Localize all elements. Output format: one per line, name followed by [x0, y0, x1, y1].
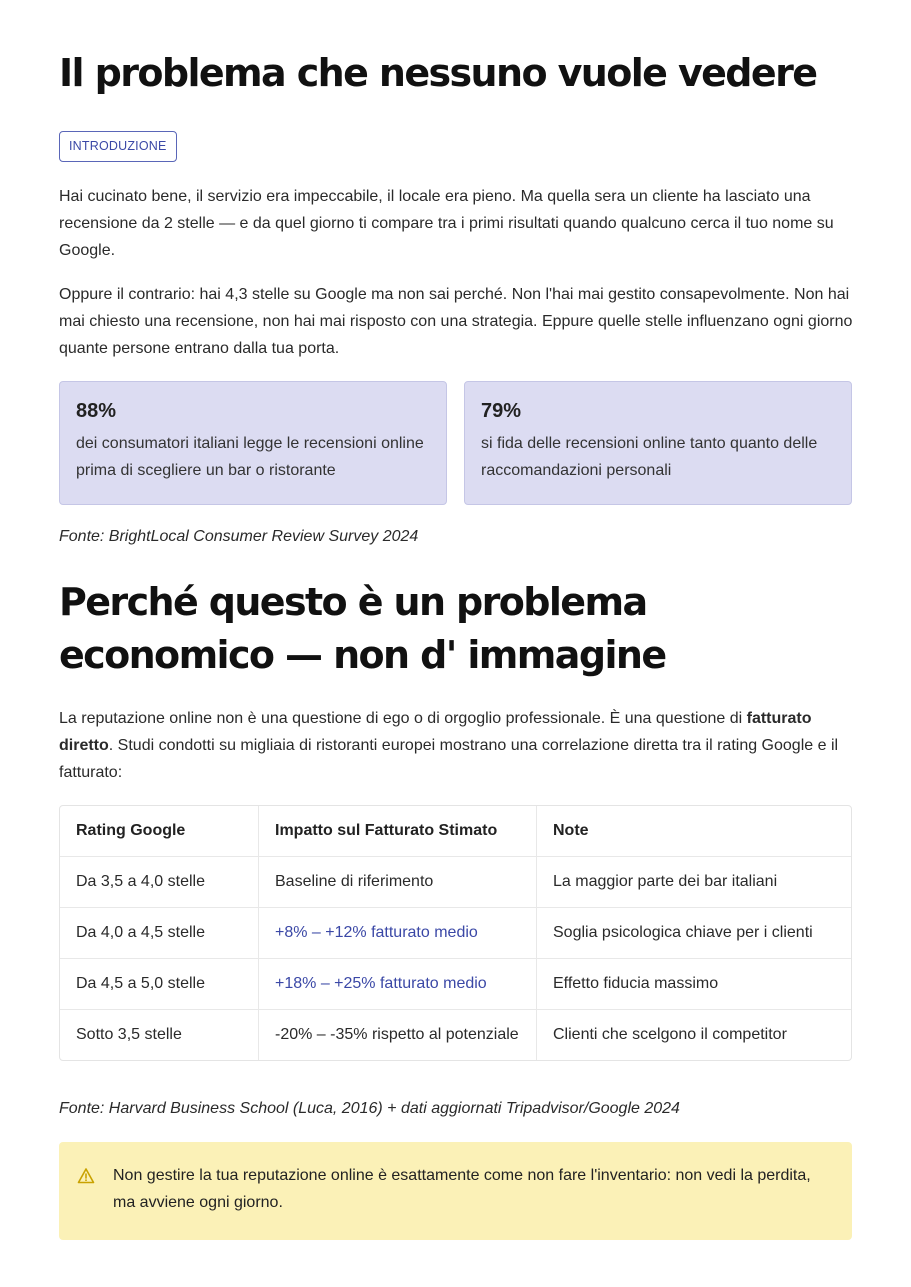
table-cell-impact: +18% – +25% fatturato medio [259, 959, 537, 1010]
warning-callout [59, 1142, 852, 1240]
section-tag: INTRODUZIONE [59, 131, 177, 162]
table-cell-note: La maggior parte dei bar italiani [537, 857, 851, 908]
table-cell-rating: Da 4,0 a 4,5 stelle [60, 908, 259, 959]
warning-icon [77, 1167, 95, 1185]
table-row [60, 1010, 851, 1060]
intro-paragraph-1: Hai cucinato bene, il servizio era impeccabile, il locale era pieno. Ma quella sera un cliente ha lasciato una recensione da 2 stelle — e da quel giorno ti compare tra i primi risultati quando qualcuno cerca il tuo nome su Google. [59, 188, 834, 259]
rating-revenue-table [59, 805, 852, 1061]
table-header-impact: Impatto sul Fatturato Stimato [259, 806, 537, 857]
stat-value: 88% [76, 400, 117, 422]
stat-value: 79% [481, 400, 522, 422]
intro-paragraph-2: Oppure il contrario: hai 4,3 stelle su Google ma non sai perché. Non l'hai mai gestito consapevolmente. Non hai mai chiesto una recensione, non hai mai risposto con una strategia. Eppure quelle stelle influenzano ogni giorno quante persone entrano dalla tua porta. [59, 286, 853, 357]
economic-paragraph [59, 705, 859, 786]
stat-card-88 [59, 381, 447, 505]
economic-paragraph-start: La reputazione online non è una questione di ego o di orgoglio professionale. È una questione di [59, 710, 747, 727]
economic-paragraph-end: . Studi condotti su migliaia di ristoranti europei mostrano una correlazione diretta tra il rating Google e il fatturato: [59, 737, 839, 781]
table-cell-note: Effetto fiducia massimo [537, 959, 851, 1010]
economic-paragraph-bold: fatturato diretto [59, 710, 812, 754]
table-cell-rating: Da 4,5 a 5,0 stelle [60, 959, 259, 1010]
table-cell-note: Soglia psicologica chiave per i clienti [537, 908, 851, 959]
source-note-brightlocal: Fonte: BrightLocal Consumer Review Survey 2024 [59, 528, 419, 545]
table-header-note: Note [537, 806, 851, 857]
stat-card-79 [464, 381, 852, 505]
table-header-rating: Rating Google [60, 806, 259, 857]
table-cell-note: Clienti che scelgono il competitor [553, 1026, 787, 1043]
table-row [60, 959, 851, 1010]
table-cell-impact: Baseline di riferimento [259, 857, 537, 908]
table-cell-rating: Sotto 3,5 stelle [60, 1010, 259, 1060]
table-header-row [60, 806, 851, 857]
table-cell-impact: +8% – +12% fatturato medio [259, 908, 537, 959]
stat-description: dei consumatori italiani legge le recensioni online prima di scegliere un bar o ristorante [76, 435, 424, 479]
section-title-economic: Perché questo è un problema economico — non d' immagine [59, 580, 666, 677]
section-title-problem: Il problema che nessuno vuole vedere [59, 51, 817, 95]
table-cell-impact: -20% – -35% rispetto al potenziale [259, 1010, 537, 1060]
table-row [60, 857, 851, 908]
table-row [60, 908, 851, 959]
table-cell-rating: Da 3,5 a 4,0 stelle [60, 857, 259, 908]
stat-description: si fida delle recensioni online tanto quanto delle raccomandazioni personali [481, 435, 818, 479]
source-note-harvard: Fonte: Harvard Business School (Luca, 2016) + dati aggiornati Tripadvisor/Google 2024 [59, 1100, 680, 1117]
callout-text: Non gestire la tua reputazione online è esattamente come non fare l'inventario: non vedi la perdita, ma avviene ogni giorno. [113, 1167, 811, 1211]
